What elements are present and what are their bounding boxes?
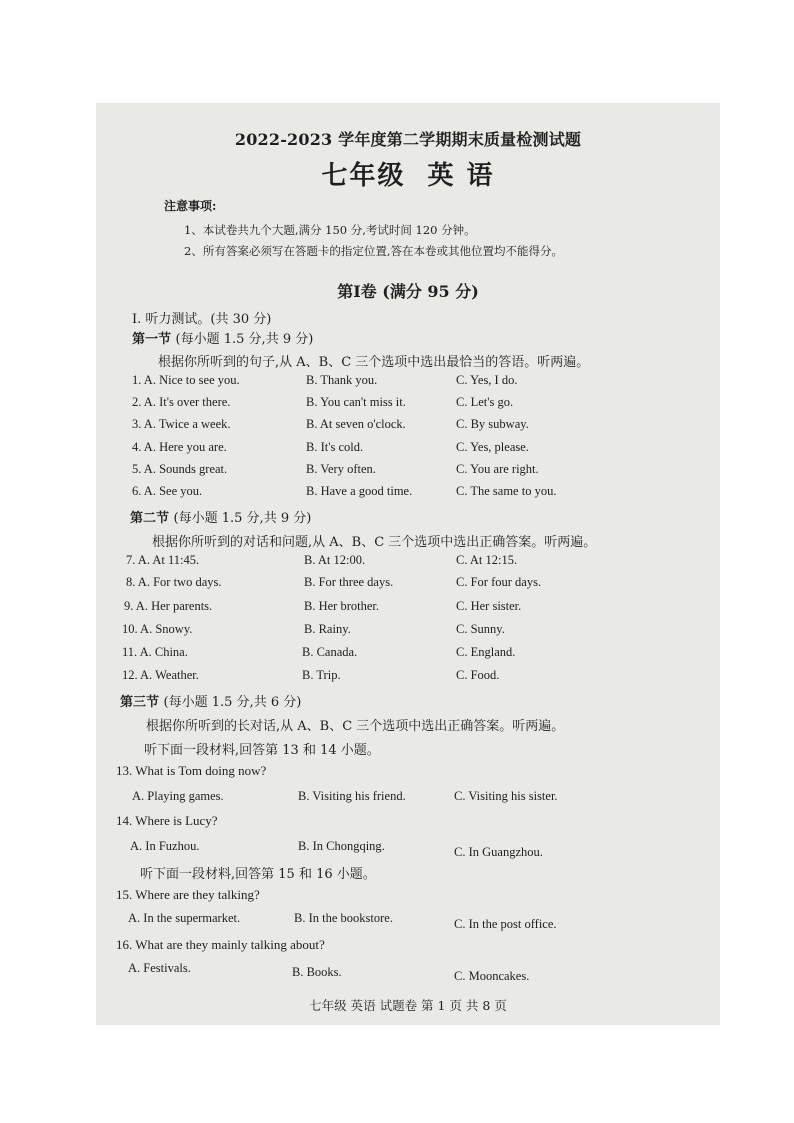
option-b: B. Canada. bbox=[302, 645, 358, 659]
option-a: 12. A. Weather. bbox=[122, 668, 199, 682]
option-a: 1. A. Nice to see you. bbox=[132, 373, 240, 387]
option-a: 6. A. See you. bbox=[132, 484, 203, 498]
option-c: C. In the post office. bbox=[454, 917, 557, 931]
option-c: C. Let's go. bbox=[456, 395, 514, 409]
exam-title: 2022-2023 学年度第二学期期末质量检测试题 bbox=[234, 130, 582, 149]
section2-instruction: 根据你所听到的对话和问题,从 A、B、C 三个选项中选出正确答案。听两遍。 bbox=[152, 535, 597, 550]
option-a: 3. A. Twice a week. bbox=[132, 417, 231, 431]
section1-score: (每小题 1.5 分,共 9 分) bbox=[175, 332, 314, 347]
question-15: 15. Where are they talking? bbox=[116, 887, 260, 902]
question-row bbox=[96, 622, 720, 642]
option-b: B. It's cold. bbox=[306, 440, 364, 454]
option-c: C. You are right. bbox=[456, 462, 539, 476]
question-row bbox=[96, 668, 720, 688]
question-row bbox=[96, 462, 720, 482]
option-a: A. Playing games. bbox=[132, 789, 224, 803]
option-a: 2. A. It's over there. bbox=[132, 395, 231, 409]
option-a: 5. A. Sounds great. bbox=[132, 462, 228, 476]
option-b: B. Thank you. bbox=[306, 373, 378, 387]
option-b: B. Have a good time. bbox=[306, 484, 413, 498]
grade-label: 七年级 bbox=[321, 161, 406, 191]
option-c: C. Mooncakes. bbox=[454, 969, 530, 983]
section2-title: 第二节 bbox=[130, 511, 170, 526]
option-a: A. In the supermarket. bbox=[128, 911, 241, 925]
material-note-2: 听下面一段材料,回答第 15 和 16 小题。 bbox=[140, 867, 376, 882]
question-row bbox=[96, 961, 720, 981]
volume-title: 第Ⅰ卷 (满分 95 分) bbox=[337, 282, 479, 301]
question-row bbox=[96, 395, 720, 415]
option-a: 9. A. Her parents. bbox=[124, 599, 213, 613]
page-footer: 七年级 英语 试题卷 第 1 页 共 8 页 bbox=[309, 998, 507, 1013]
option-b: B. For three days. bbox=[304, 575, 394, 589]
option-c: C. Visiting his sister. bbox=[454, 789, 558, 803]
option-c: C. England. bbox=[456, 645, 516, 659]
option-b: B. At 12:00. bbox=[304, 553, 366, 567]
section1-title: 第一节 bbox=[132, 332, 172, 347]
subject-label: 英 语 bbox=[427, 161, 495, 191]
question-row bbox=[96, 839, 720, 859]
option-b: B. Her brother. bbox=[304, 599, 379, 613]
option-a: A. Festivals. bbox=[128, 961, 191, 975]
section3-heading bbox=[120, 691, 301, 710]
option-b: B. Rainy. bbox=[304, 622, 351, 636]
section3-instruction: 根据你所听到的长对话,从 A、B、C 三个选项中选出正确答案。听两遍。 bbox=[146, 719, 565, 734]
option-a: A. In Fuzhou. bbox=[130, 839, 200, 853]
option-c: C. At 12:15. bbox=[456, 553, 518, 567]
option-b: B. Books. bbox=[292, 965, 342, 979]
option-a: 11. A. China. bbox=[122, 645, 188, 659]
option-a: 8. A. For two days. bbox=[126, 575, 222, 589]
question-row bbox=[96, 575, 720, 595]
question-row bbox=[96, 553, 720, 573]
question-row bbox=[96, 645, 720, 665]
option-b: B. Trip. bbox=[302, 668, 341, 682]
section3-title: 第三节 bbox=[120, 695, 160, 710]
option-b: B. In Chongqing. bbox=[298, 839, 385, 853]
grade-subject-title bbox=[96, 155, 720, 192]
option-a: 10. A. Snowy. bbox=[122, 622, 193, 636]
section2-score: (每小题 1.5 分,共 9 分) bbox=[173, 511, 312, 526]
option-c: C. Food. bbox=[456, 668, 500, 682]
option-c: C. In Guangzhou. bbox=[454, 845, 543, 859]
option-c: C. The same to you. bbox=[456, 484, 557, 498]
option-c: C. Sunny. bbox=[456, 622, 505, 636]
question-14: 14. Where is Lucy? bbox=[116, 813, 218, 828]
question-row bbox=[96, 911, 720, 931]
option-c: C. Yes, please. bbox=[456, 440, 529, 454]
option-b: B. Very often. bbox=[306, 462, 376, 476]
question-row bbox=[96, 789, 720, 809]
option-b: B. At seven o'clock. bbox=[306, 417, 406, 431]
option-a: 7. A. At 11:45. bbox=[126, 553, 200, 567]
notes-label: 注意事项: bbox=[164, 199, 217, 213]
question-row bbox=[96, 417, 720, 437]
question-row bbox=[96, 484, 720, 504]
note-item-2: 2、所有答案必须写在答题卡的指定位置,答在本卷或其他位置均不能得分。 bbox=[184, 244, 563, 258]
question-16: 16. What are they mainly talking about? bbox=[116, 937, 325, 952]
option-b: B. You can't miss it. bbox=[306, 395, 406, 409]
exam-page bbox=[96, 103, 720, 1025]
option-a: 4. A. Here you are. bbox=[132, 440, 227, 454]
part1-title: Ⅰ. 听力测试。(共 30 分) bbox=[132, 312, 272, 327]
note-item-1: 1、本试卷共九个大题,满分 150 分,考试时间 120 分钟。 bbox=[184, 223, 476, 237]
option-c: C. Her sister. bbox=[456, 599, 522, 613]
section2-heading bbox=[130, 507, 311, 526]
section1-heading bbox=[132, 328, 313, 347]
option-c: C. Yes, I do. bbox=[456, 373, 518, 387]
option-c: C. By subway. bbox=[456, 417, 529, 431]
question-row bbox=[96, 599, 720, 619]
question-row bbox=[96, 373, 720, 393]
option-b: B. Visiting his friend. bbox=[298, 789, 406, 803]
option-c: C. For four days. bbox=[456, 575, 542, 589]
section3-score: (每小题 1.5 分,共 6 分) bbox=[163, 695, 302, 710]
question-row bbox=[96, 440, 720, 460]
option-b: B. In the bookstore. bbox=[294, 911, 393, 925]
material-note-1: 听下面一段材料,回答第 13 和 14 小题。 bbox=[144, 743, 380, 758]
section1-instruction: 根据你所听到的句子,从 A、B、C 三个选项中选出最恰当的答语。听两遍。 bbox=[158, 355, 590, 370]
question-13: 13. What is Tom doing now? bbox=[116, 763, 267, 778]
